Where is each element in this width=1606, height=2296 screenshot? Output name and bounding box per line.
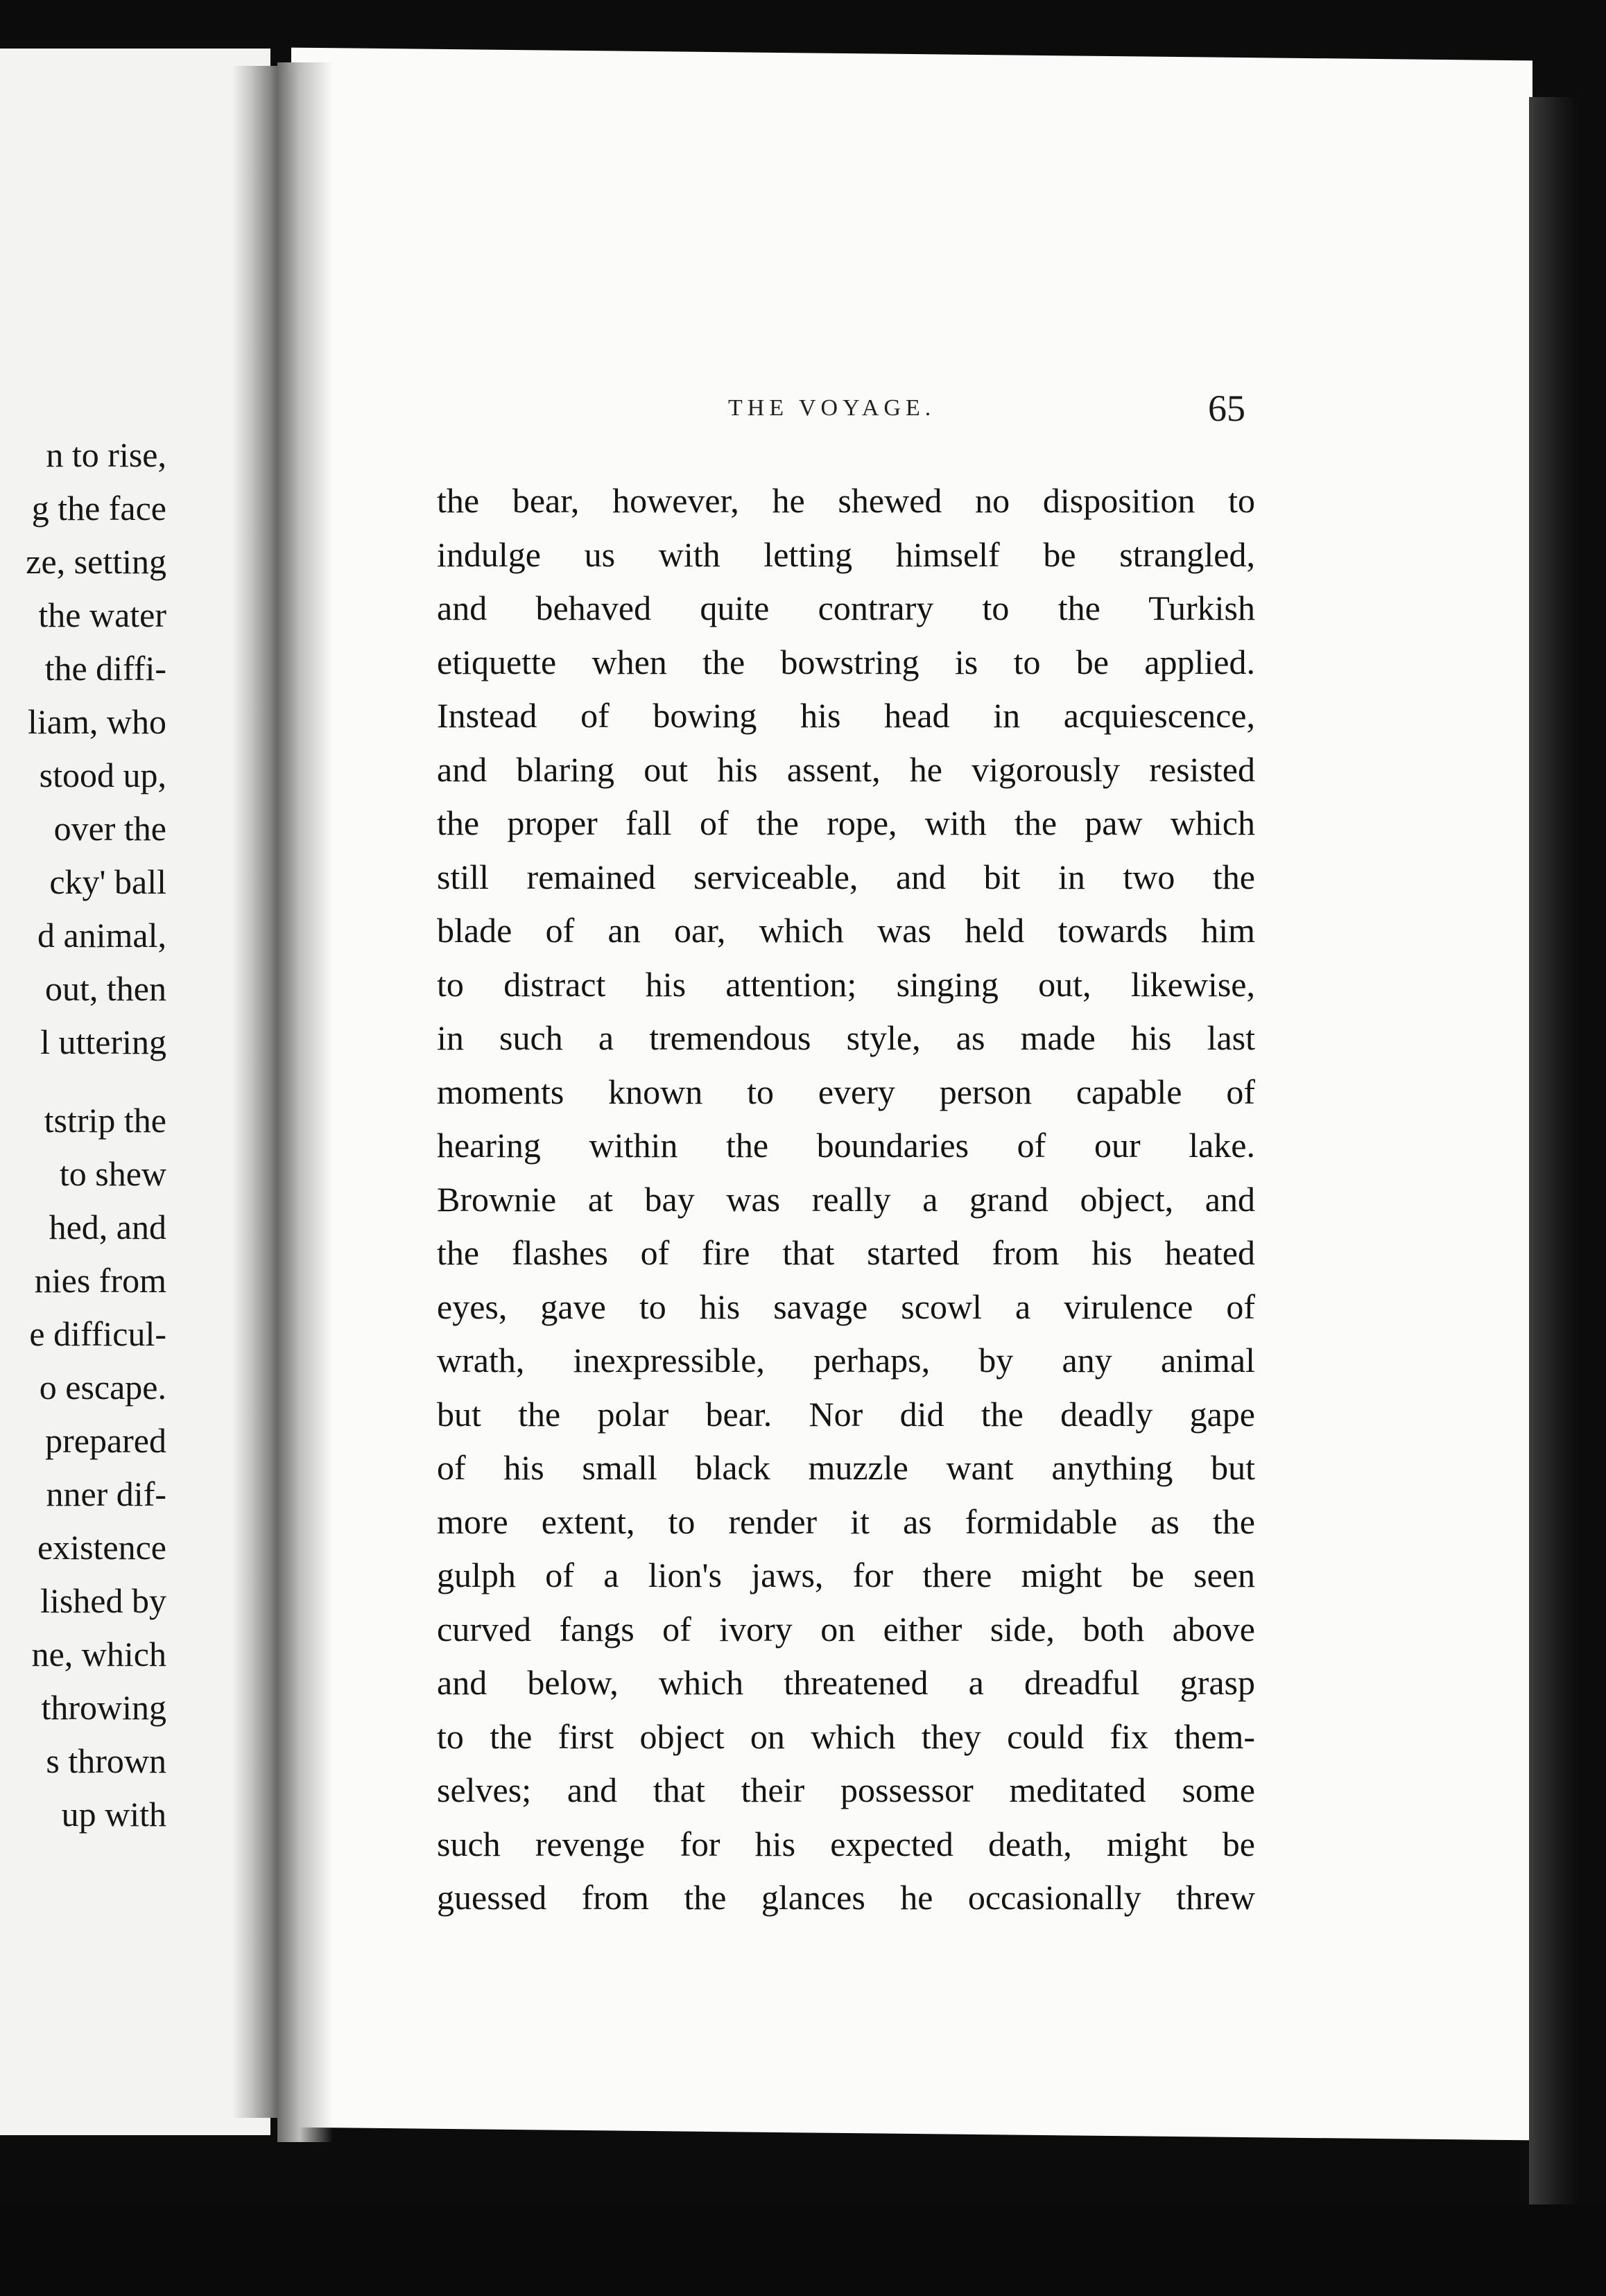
left-line: hed, and xyxy=(49,1208,166,1246)
text-line: blade of an oar, which was held towards him xyxy=(437,911,1255,950)
left-line: d animal, xyxy=(37,916,166,955)
left-line: throwing xyxy=(41,1688,166,1727)
left-line: up with xyxy=(61,1795,166,1834)
text-line: of his small black muzzle want anything but xyxy=(437,1448,1255,1487)
left-page-text xyxy=(0,428,166,1841)
left-line: n to rise, xyxy=(46,435,166,474)
text-line: such revenge for his expected death, might be xyxy=(437,1824,1255,1863)
left-line: g the face xyxy=(31,489,166,528)
text-line: indulge us with letting himself be strangled, xyxy=(437,534,1255,574)
text-line: and blaring out his assent, he vigorously resisted xyxy=(437,749,1255,789)
left-line: over the xyxy=(53,809,166,848)
left-line: tstrip the xyxy=(44,1101,166,1140)
text-line: Brownie at bay was really a grand object, and xyxy=(437,1179,1255,1219)
left-line: out, then xyxy=(45,969,166,1008)
text-line: moments known to every person capable of xyxy=(437,1072,1255,1111)
left-line: the water xyxy=(38,595,166,634)
left-line: nies from xyxy=(34,1261,166,1300)
scan-bottom-border xyxy=(0,2204,1606,2296)
text-line: wrath, inexpressible, perhaps, by any animal xyxy=(437,1341,1255,1380)
text-line: but the polar bear. Nor did the deadly gape xyxy=(437,1394,1255,1434)
left-line: o escape. xyxy=(39,1368,166,1407)
page-edge-shadow xyxy=(1529,97,1578,2218)
text-line: the flashes of fire that started from his heated xyxy=(437,1233,1255,1272)
text-line: and behaved quite contrary to the Turkish xyxy=(437,589,1255,627)
text-line: and below, which threatened a dreadful grasp xyxy=(437,1663,1255,1702)
left-line: lished by xyxy=(40,1581,166,1620)
left-line: the diffi- xyxy=(44,649,166,688)
running-head: THE VOYAGE. xyxy=(728,395,936,421)
left-line: existence xyxy=(37,1528,166,1567)
left-line: ze, setting xyxy=(26,542,166,581)
left-line: nner dif- xyxy=(46,1475,166,1513)
text-line: gulph of a lion's jaws, for there might be seen xyxy=(437,1556,1255,1594)
left-line: prepared xyxy=(45,1421,166,1460)
text-line: curved fangs of ivory on either side, both above xyxy=(437,1609,1255,1649)
text-line: to distract his attention; singing out, likewise, xyxy=(437,964,1255,1004)
left-line: e difficul- xyxy=(29,1314,166,1353)
text-line: the proper fall of the rope, with the paw which xyxy=(437,803,1255,842)
left-line: l uttering xyxy=(40,1023,166,1061)
body-text xyxy=(437,474,1255,1925)
left-line: liam, who xyxy=(28,702,166,741)
text-line: hearing within the boundaries of our lake. xyxy=(437,1126,1255,1165)
text-line: to the first object on which they could fix them- xyxy=(437,1716,1255,1756)
paragraph-gap xyxy=(0,1069,166,1094)
text-line: eyes, gave to his savage scowl a virulence of xyxy=(437,1287,1255,1326)
left-line: to shew xyxy=(59,1154,166,1193)
text-line: more extent, to render it as formidable as the xyxy=(437,1502,1255,1541)
text-line: selves; and that their possessor meditated some xyxy=(437,1771,1255,1809)
text-line: in such a tremendous style, as made his last xyxy=(437,1018,1255,1057)
text-line: still remained serviceable, and bit in two the xyxy=(437,857,1255,896)
page-number: 65 xyxy=(1208,388,1245,429)
right-page-gutter-shadow xyxy=(277,62,333,2142)
left-line: s thrown xyxy=(46,1741,166,1780)
text-line: etiquette when the bowstring is to be applied. xyxy=(437,642,1255,681)
left-line: cky' ball xyxy=(49,862,166,901)
text-line: Instead of bowing his head in acquiescence, xyxy=(437,696,1255,735)
left-line: stood up, xyxy=(39,756,166,794)
left-line: ne, which xyxy=(31,1635,166,1673)
text-line: guessed from the glances he occasionally threw xyxy=(437,1878,1255,1917)
text-line: the bear, however, he shewed no disposition to xyxy=(437,481,1255,520)
